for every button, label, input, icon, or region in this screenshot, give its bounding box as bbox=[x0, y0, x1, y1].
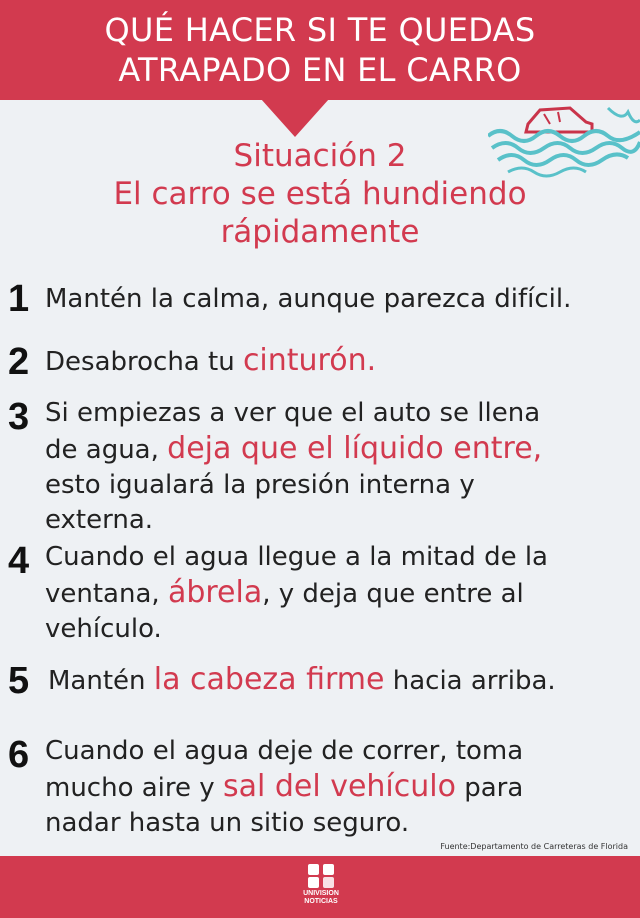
title-line-2: ATRAPADO EN EL CARRO bbox=[118, 51, 522, 89]
step-text-plain-2: hacia arriba. bbox=[384, 666, 556, 696]
step-text-plain: Desabrocha tu bbox=[45, 347, 243, 377]
step-text bbox=[48, 662, 633, 699]
step-number: 4 bbox=[8, 540, 30, 582]
logo-text bbox=[294, 890, 348, 906]
step-highlight: cinturón. bbox=[242, 343, 377, 378]
step-text-plain-2: , y deja que entre al vehículo. bbox=[45, 579, 524, 644]
step-text bbox=[45, 540, 605, 647]
logo-brand: UNIVISION bbox=[303, 890, 339, 897]
logo-subbrand: NOTICIAS bbox=[304, 898, 338, 905]
step-number: 6 bbox=[8, 734, 30, 776]
step-highlight: ábrela bbox=[167, 575, 263, 610]
step-text bbox=[45, 343, 630, 380]
step-number: 2 bbox=[8, 341, 30, 383]
header-pointer bbox=[261, 99, 329, 137]
step-number: 1 bbox=[8, 278, 30, 320]
univision-logo bbox=[294, 860, 348, 912]
step-text-plain: Cuando el agua deje de correr, toma mucho aire y bbox=[45, 736, 524, 803]
situation-description-2: rápidamente bbox=[220, 214, 420, 250]
step-text bbox=[45, 734, 585, 841]
step-highlight: sal del vehículo bbox=[222, 769, 456, 804]
step-text-plain-2: esto igualará la presión interna y externa. bbox=[45, 470, 475, 535]
page-title bbox=[0, 10, 640, 90]
title-line-1: QUÉ HACER SI TE QUEDAS bbox=[104, 11, 536, 49]
step-number: 3 bbox=[8, 396, 30, 438]
situation-heading bbox=[0, 137, 640, 251]
step-text-plain: Mantén la calma, aunque parezca difícil. bbox=[45, 284, 572, 314]
situation-description-1: El carro se está hundiendo bbox=[113, 176, 527, 212]
step-highlight: la cabeza firme bbox=[153, 662, 385, 697]
step-highlight: deja que el líquido entre, bbox=[167, 431, 543, 466]
step-text bbox=[45, 396, 565, 538]
step-text-plain: Cuando el agua llegue a la mitad de la ventana, bbox=[45, 542, 548, 609]
step-number: 5 bbox=[8, 660, 30, 702]
step-text bbox=[45, 282, 630, 317]
situation-number: Situación 2 bbox=[233, 138, 407, 174]
step-text-plain: Mantén bbox=[48, 666, 154, 696]
step-text-plain: Si empiezas a ver que el auto se llena de agua, bbox=[45, 398, 541, 465]
step-text-plain-2: para nadar hasta un sitio seguro. bbox=[45, 773, 524, 838]
source-credit: Fuente:Departamento de Carreteras de Florida bbox=[440, 842, 628, 851]
univision-logo-mark bbox=[306, 862, 336, 890]
